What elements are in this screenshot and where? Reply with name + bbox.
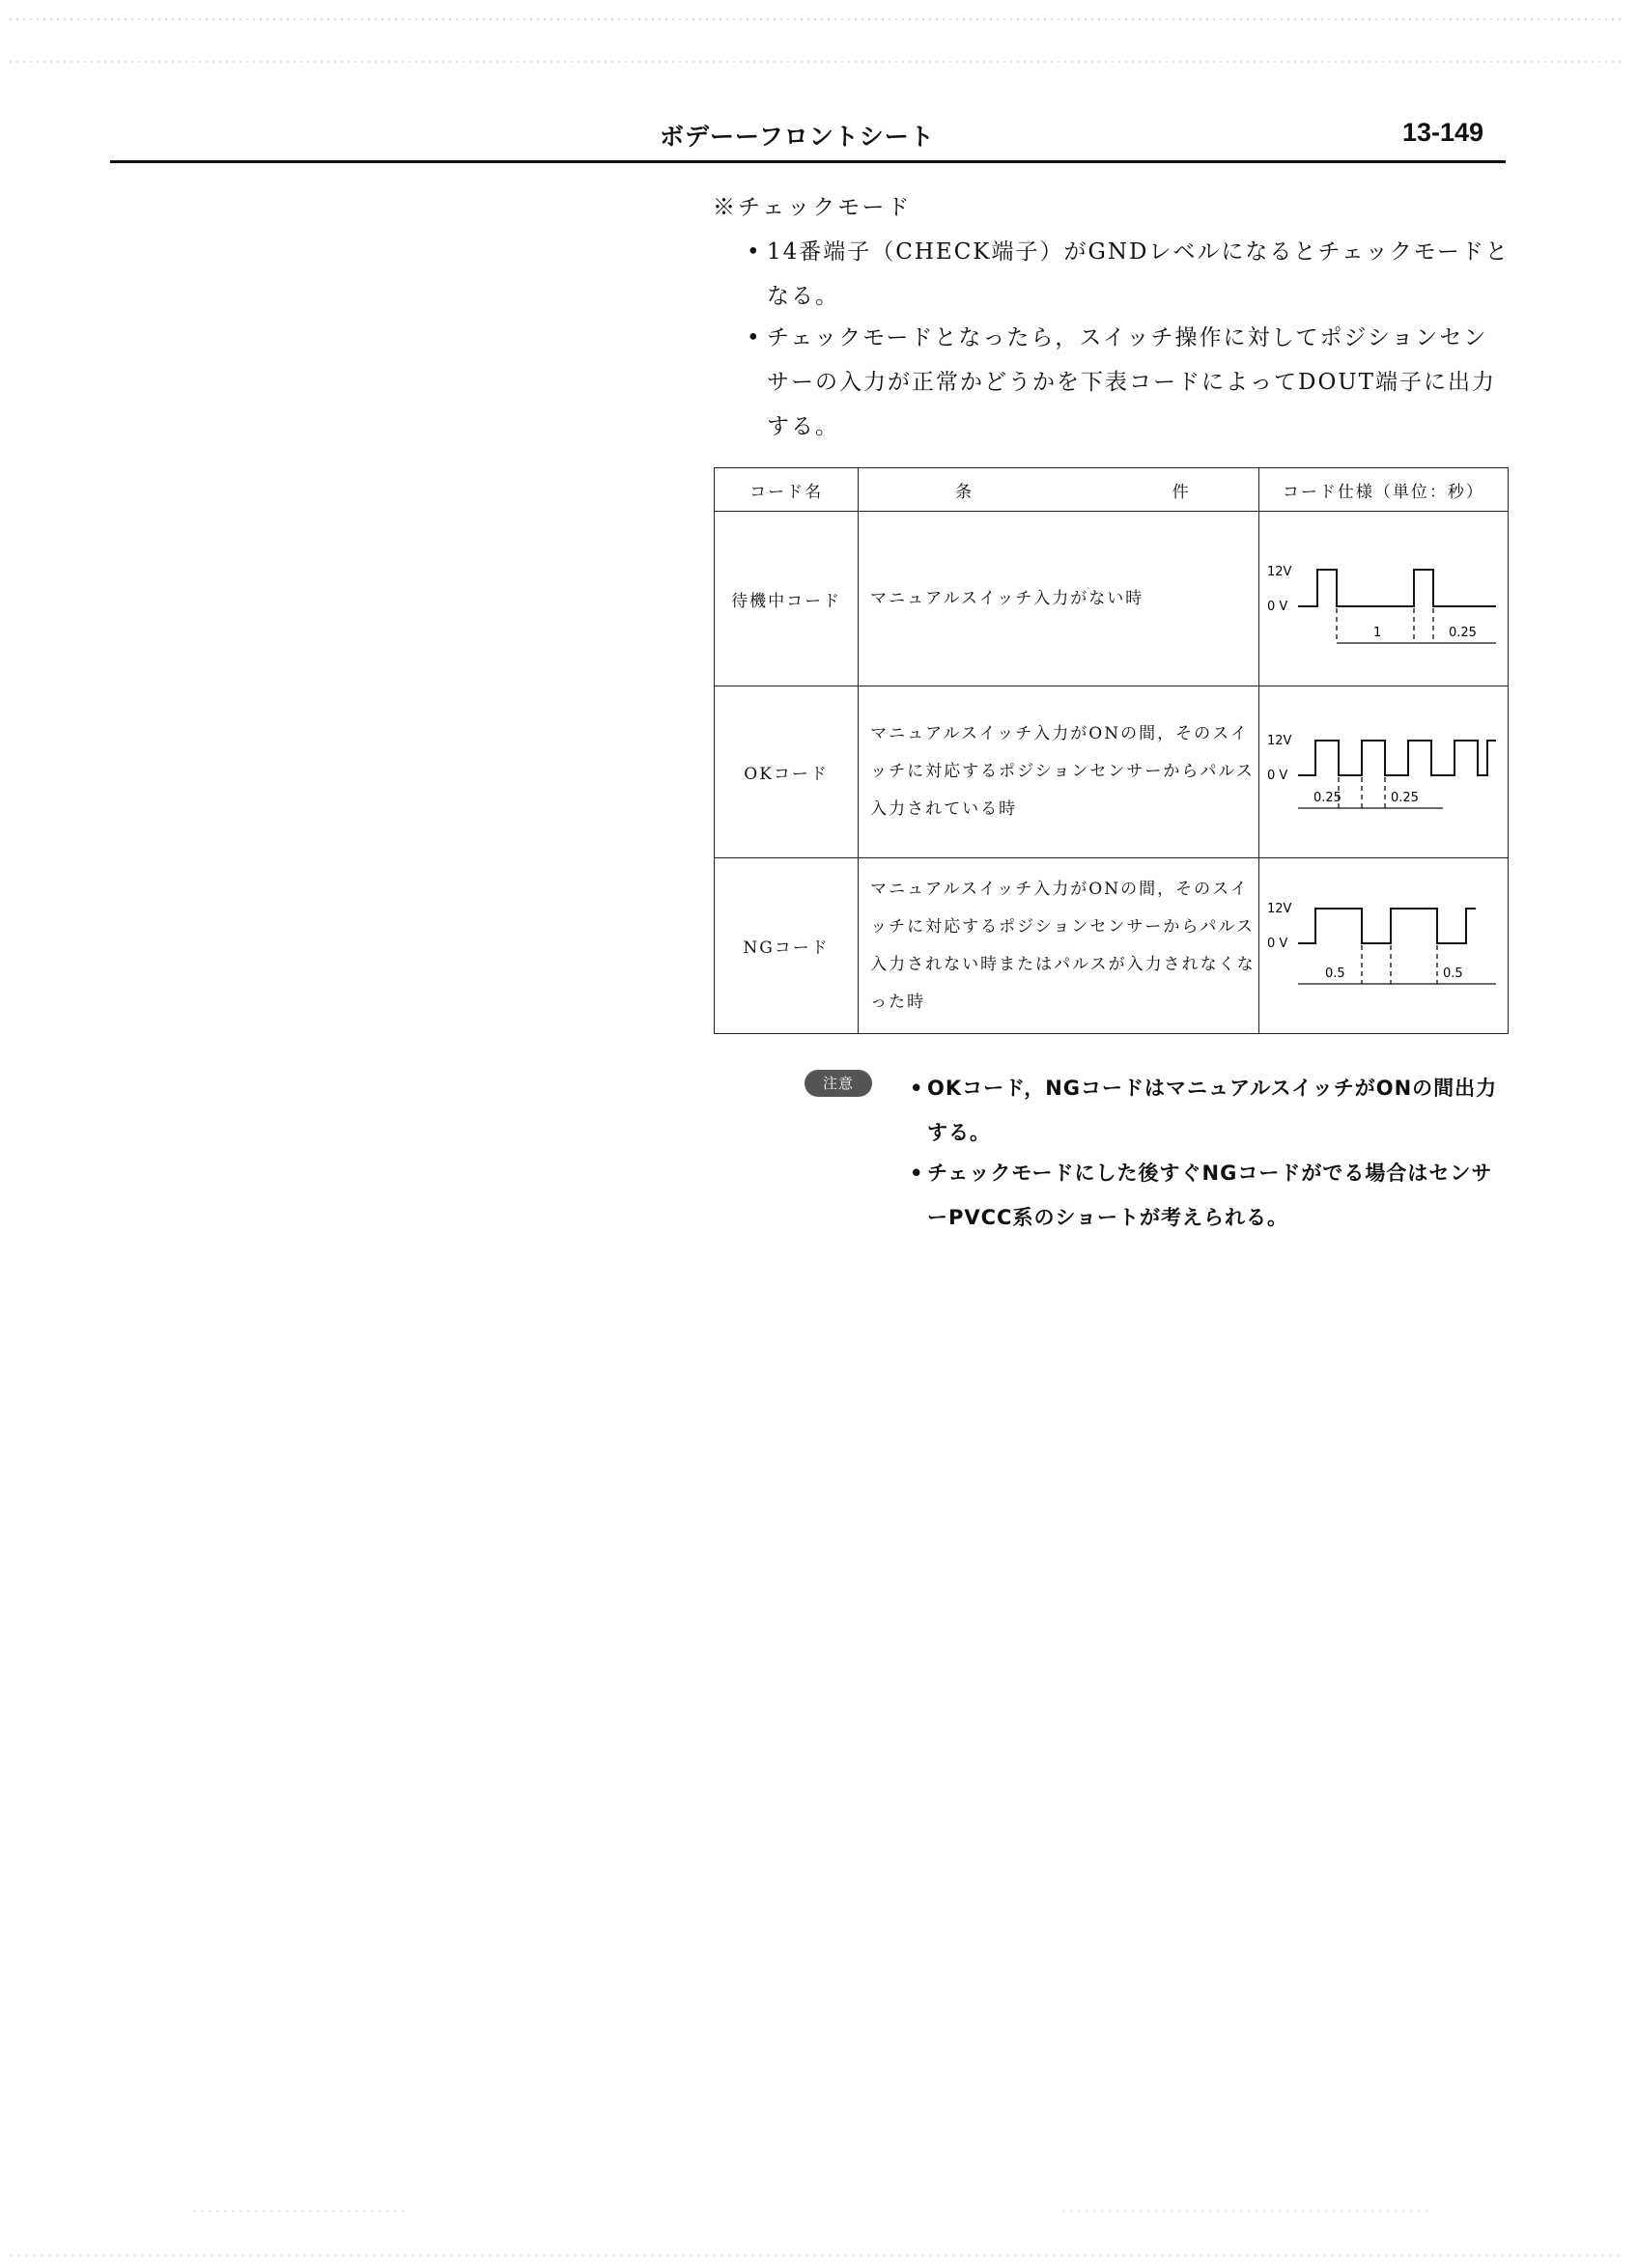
code-name: NGコード xyxy=(715,858,859,1034)
bullet-check-mode-output xyxy=(747,316,1511,449)
wave-low-label: 0 V xyxy=(1266,769,1287,783)
wave-high-time-label: 0.25 xyxy=(1390,791,1419,805)
header-rule xyxy=(110,160,1506,163)
caution-badge: 注意 xyxy=(805,1070,872,1097)
code-condition: マニュアルスイッチ入力がONの間，そのスイッチに対応するポジションセンサーからパルス入力されない時またはパルスが入力されなくなった時 xyxy=(859,858,1259,1034)
code-spec xyxy=(1258,858,1508,1034)
wave-high-time-label: 0.5 xyxy=(1442,966,1463,981)
bullet-text: 14番端子（CHECK端子）がGNDレベルになるとチェックモードとなる。 xyxy=(767,239,1510,309)
bullet-text: チェックモードとなったら，スイッチ操作に対してポジションセンサーの入力が正常かどうかを下表コードによってDOUT端子に出力する。 xyxy=(767,325,1497,439)
waveform-ok xyxy=(1259,688,1509,855)
bullet-dot: • xyxy=(747,239,762,265)
page-number: 13-149 xyxy=(1402,118,1484,147)
code-spec xyxy=(1258,686,1508,858)
wave-high-label: 12V xyxy=(1266,565,1292,579)
code-table xyxy=(714,467,1509,1034)
table-row-ok xyxy=(715,686,1509,858)
wave-period-label: 1 xyxy=(1372,626,1381,640)
code-condition: マニュアルスイッチ入力がない時 xyxy=(859,512,1259,686)
bullet-dot: • xyxy=(910,1077,924,1100)
section-title: ※チェックモード xyxy=(713,195,913,220)
code-name: 待機中コード xyxy=(715,512,859,686)
wave-high-label: 12V xyxy=(1266,734,1292,748)
page-header-title: ボデーーフロントシート xyxy=(660,123,935,151)
waveform-guides xyxy=(1362,945,1437,984)
table-row-ng xyxy=(715,858,1509,1034)
wave-low-label: 0 V xyxy=(1266,937,1287,951)
table-header-row xyxy=(715,468,1509,512)
header-code-name: コード名 xyxy=(715,468,859,512)
waveform-ng xyxy=(1259,860,1509,1031)
bullet-check-terminal xyxy=(747,230,1511,319)
note-text: チェックモードにした後すぐNGコードがでる場合はセンサーPVCC系のショートが考えられる。 xyxy=(927,1162,1493,1229)
waveform-guides xyxy=(1337,608,1433,643)
bullet-dot: • xyxy=(747,325,762,350)
note-item-output xyxy=(910,1066,1507,1155)
code-condition: マニュアルスイッチ入力がONの間，そのスイッチに対応するポジションセンサーからパルス入力されている時 xyxy=(859,686,1259,858)
header-condition xyxy=(859,468,1259,512)
wave-pulse-label: 0.25 xyxy=(1448,626,1477,640)
waveform-trace xyxy=(1298,570,1496,606)
waveform-guides xyxy=(1339,777,1385,808)
header-code-spec: コード仕様（単位：秒） xyxy=(1258,468,1508,512)
wave-low-time-label: 0.5 xyxy=(1324,966,1345,981)
table-row-standby xyxy=(715,512,1509,686)
wave-high-label: 12V xyxy=(1266,902,1292,916)
waveform-trace xyxy=(1298,741,1496,775)
scan-noise-top xyxy=(0,0,1638,68)
header-condition-left: 条 xyxy=(955,482,974,502)
code-spec xyxy=(1258,512,1508,686)
code-name: OKコード xyxy=(715,686,859,858)
bullet-dot: • xyxy=(910,1162,924,1185)
waveform-standby xyxy=(1259,514,1509,684)
wave-low-label: 0 V xyxy=(1266,600,1287,614)
wave-low-time-label: 0.25 xyxy=(1313,791,1341,805)
waveform-trace xyxy=(1298,909,1476,943)
note-item-short xyxy=(910,1151,1507,1240)
note-text: OKコード，NGコードはマニュアルスイッチがONの間出力する。 xyxy=(927,1077,1498,1144)
header-condition-right: 件 xyxy=(1172,482,1191,502)
